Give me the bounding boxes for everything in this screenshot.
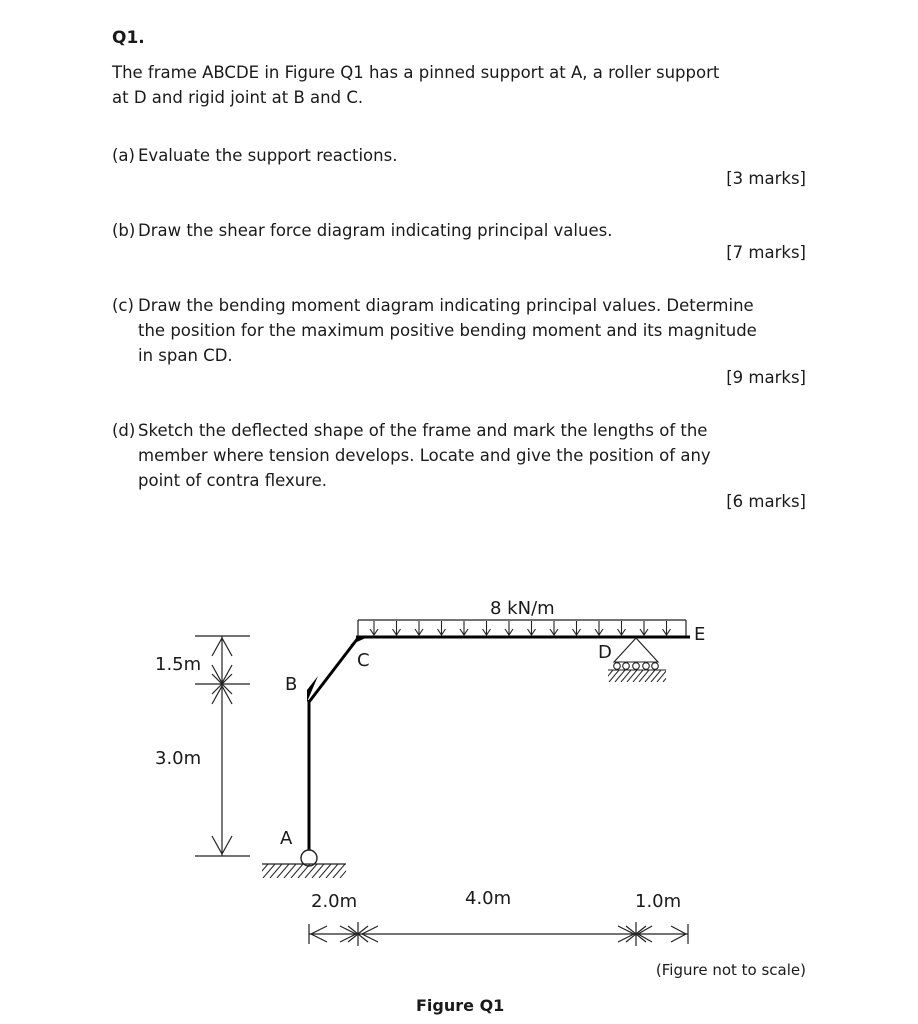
distributed-load bbox=[358, 620, 686, 636]
load-arrow bbox=[618, 621, 626, 635]
ground-hatch-line bbox=[319, 864, 331, 878]
ground-hatch-line bbox=[256, 864, 268, 878]
node-label-e: E bbox=[694, 624, 706, 645]
part-c-text-line-1: Draw the bending moment diagram indicating principal values. Determine bbox=[138, 296, 754, 315]
load-arrow bbox=[460, 621, 468, 635]
load-arrow bbox=[573, 621, 581, 635]
horizontal-dimension bbox=[309, 922, 688, 946]
node-label-b: B bbox=[285, 674, 298, 695]
node-label-d: D bbox=[598, 642, 612, 663]
question-number: Q1. bbox=[112, 28, 145, 48]
ground-hatch-line bbox=[277, 864, 289, 878]
ground-hatch-line bbox=[333, 864, 345, 878]
part-b-text: Draw the shear force diagram indicating principal values. bbox=[138, 221, 613, 240]
dim-label-3-0m: 3.0m bbox=[155, 748, 202, 769]
load-arrow bbox=[483, 621, 491, 635]
ground-hatch-line bbox=[291, 864, 303, 878]
part-b-marks: [7 marks] bbox=[726, 243, 806, 262]
part-c-marks: [9 marks] bbox=[726, 368, 806, 387]
vertical-dimension bbox=[195, 636, 250, 856]
load-arrow bbox=[393, 621, 401, 635]
dim-label-4-0m: 4.0m bbox=[465, 888, 512, 909]
ground-hatch-line bbox=[651, 670, 661, 682]
ground-hatch-line bbox=[621, 670, 631, 682]
load-arrow bbox=[415, 621, 423, 635]
part-b-label: (b) bbox=[112, 221, 136, 240]
load-arrow bbox=[370, 621, 378, 635]
roller-support-d bbox=[603, 638, 673, 682]
ground-hatch-line bbox=[603, 670, 613, 682]
dim-label-1-5m: 1.5m bbox=[155, 654, 202, 675]
ground-hatch-line bbox=[639, 670, 649, 682]
pin-support-a bbox=[256, 850, 352, 878]
ground-hatch-line bbox=[627, 670, 637, 682]
ground-hatch-line bbox=[340, 864, 352, 878]
load-arrow bbox=[438, 621, 446, 635]
part-d-text-line-2: member where tension develops. Locate and give the position of any bbox=[138, 446, 711, 465]
part-a-label: (a) bbox=[112, 146, 135, 165]
part-a-marks: [3 marks] bbox=[726, 169, 806, 188]
load-arrow bbox=[640, 621, 648, 635]
ground-hatch-line bbox=[284, 864, 296, 878]
dim-label-2-0m: 2.0m bbox=[311, 891, 358, 912]
part-d-label: (d) bbox=[112, 421, 136, 440]
part-c-label: (c) bbox=[112, 296, 134, 315]
part-a-text: Evaluate the support reactions. bbox=[138, 146, 398, 165]
ground-hatch-line bbox=[609, 670, 619, 682]
ground-hatch-line bbox=[663, 670, 673, 682]
ground-hatch-line bbox=[298, 864, 310, 878]
load-arrows bbox=[370, 621, 671, 635]
part-d-text-line-1: Sketch the deflected shape of the frame and mark the lengths of the bbox=[138, 421, 708, 440]
load-arrow bbox=[663, 621, 671, 635]
dim-label-1-0m: 1.0m bbox=[635, 891, 682, 912]
question-intro-line-1: The frame ABCDE in Figure Q1 has a pinned support at A, a roller support bbox=[112, 63, 720, 82]
load-arrow bbox=[550, 621, 558, 635]
ground-hatch-line bbox=[615, 670, 625, 682]
ground-hatch-line bbox=[270, 864, 282, 878]
ground-hatch-line bbox=[326, 864, 338, 878]
figure-note: (Figure not to scale) bbox=[655, 961, 806, 979]
load-arrow bbox=[595, 621, 603, 635]
part-d-marks: [6 marks] bbox=[726, 492, 806, 511]
load-label: 8 kN/m bbox=[490, 598, 555, 619]
ground-hatch-line bbox=[645, 670, 655, 682]
part-c-text-line-2: the position for the maximum positive bending moment and its magnitude bbox=[138, 321, 757, 340]
ground-hatch-line bbox=[633, 670, 643, 682]
load-arrow bbox=[528, 621, 536, 635]
figure-caption: Figure Q1 bbox=[416, 996, 505, 1015]
ground-hatch-line bbox=[312, 864, 324, 878]
ground-hatch-line bbox=[263, 864, 275, 878]
part-d-text-line-3: point of contra flexure. bbox=[138, 471, 328, 490]
part-c-text-line-3: in span CD. bbox=[138, 346, 233, 365]
question-intro-line-2: at D and rigid joint at B and C. bbox=[112, 88, 364, 107]
node-label-a: A bbox=[280, 828, 293, 849]
load-arrow bbox=[505, 621, 513, 635]
ground-hatch-line bbox=[657, 670, 667, 682]
node-label-c: C bbox=[357, 650, 370, 671]
